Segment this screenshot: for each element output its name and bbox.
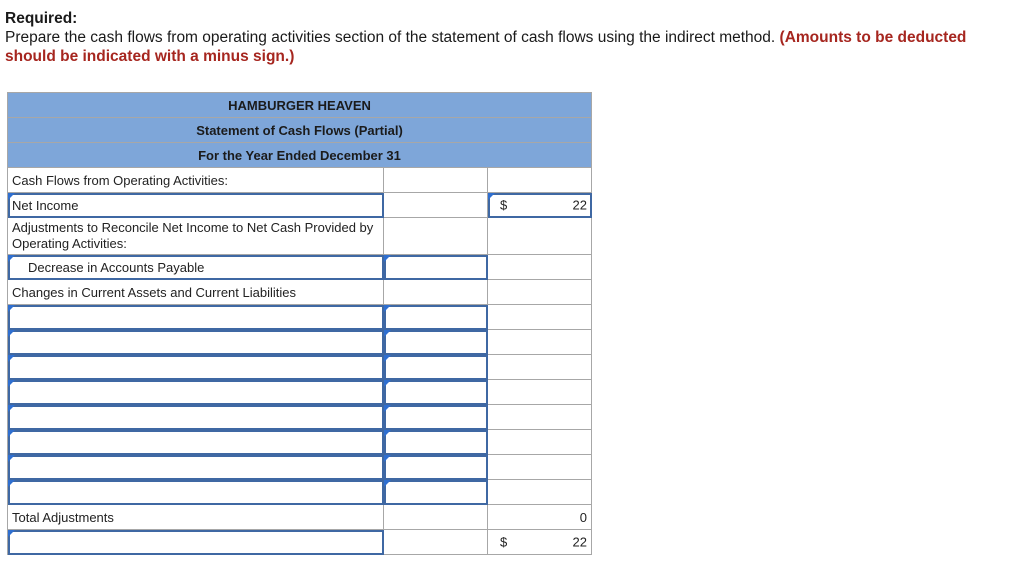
net-cash-label-input[interactable]	[8, 530, 384, 555]
dropdown-marker-icon	[8, 455, 15, 462]
dropdown-marker-icon	[8, 405, 15, 412]
dropdown-marker-icon	[384, 430, 391, 437]
dropdown-marker-icon	[8, 255, 15, 262]
decrease-ap-label-field[interactable]	[8, 255, 384, 280]
table-row	[8, 480, 592, 505]
table-row	[8, 505, 592, 530]
operating-activities-heading: Cash Flows from Operating Activities:	[8, 168, 384, 193]
adjustment-label-input[interactable]	[8, 330, 384, 355]
dropdown-marker-icon	[8, 305, 15, 312]
currency-symbol: $	[500, 197, 508, 213]
adjustment-amount-input[interactable]	[384, 330, 488, 355]
empty-cell	[488, 355, 592, 380]
dropdown-marker-icon	[8, 480, 15, 487]
empty-cell	[488, 480, 592, 505]
empty-cell	[488, 168, 592, 193]
empty-cell	[488, 255, 592, 280]
total-adjustments-label: Total Adjustments	[8, 505, 384, 530]
table-row	[8, 305, 592, 330]
table-row	[8, 530, 592, 555]
table-row	[8, 330, 592, 355]
empty-cell	[488, 380, 592, 405]
empty-cell	[488, 280, 592, 305]
net-income-amount-field[interactable]	[488, 193, 592, 218]
empty-cell	[488, 455, 592, 480]
dropdown-marker-icon	[488, 193, 495, 200]
empty-cell	[488, 405, 592, 430]
adjustment-label-input[interactable]	[8, 430, 384, 455]
dropdown-marker-icon	[384, 455, 391, 462]
table-row	[8, 355, 592, 380]
adjustment-label-input[interactable]	[8, 305, 384, 330]
adjustment-label-input[interactable]	[8, 355, 384, 380]
decrease-ap-label: Decrease in Accounts Payable	[28, 259, 205, 275]
table-row	[8, 168, 592, 193]
adjustment-amount-input[interactable]	[384, 380, 488, 405]
net-income-label: Net Income	[12, 197, 79, 213]
minus-sign-hint: (Amounts to be deducted should be indicated with a minus sign.)	[5, 29, 967, 65]
table-row	[8, 280, 592, 305]
requirements-block	[5, 9, 1005, 66]
statement-name: Statement of Cash Flows (Partial)	[8, 118, 592, 143]
statement-period: For the Year Ended December 31	[8, 143, 592, 168]
net-income-label-field[interactable]	[8, 193, 384, 218]
dropdown-marker-icon	[384, 480, 391, 487]
adjustment-amount-input[interactable]	[384, 455, 488, 480]
total-adjustments-value: 0	[488, 505, 592, 530]
adjustment-amount-input[interactable]	[384, 405, 488, 430]
required-title: Required:	[5, 10, 78, 27]
adjustment-label-input[interactable]	[8, 405, 384, 430]
table-row	[8, 218, 592, 255]
empty-cell	[488, 305, 592, 330]
adjustment-amount-input[interactable]	[384, 430, 488, 455]
table-row	[8, 455, 592, 480]
dropdown-marker-icon	[8, 330, 15, 337]
empty-cell	[384, 168, 488, 193]
company-name: HAMBURGER HEAVEN	[8, 93, 592, 118]
dropdown-marker-icon	[384, 305, 391, 312]
dropdown-marker-icon	[384, 405, 391, 412]
empty-cell	[384, 530, 488, 555]
adjustment-label-input[interactable]	[8, 455, 384, 480]
empty-cell	[488, 218, 592, 255]
net-cash-value: 22	[572, 534, 587, 550]
table-row	[8, 193, 592, 218]
net-income-value: 22	[572, 197, 587, 213]
required-instruction	[5, 28, 1005, 66]
dropdown-marker-icon	[8, 355, 15, 362]
dropdown-marker-icon	[384, 355, 391, 362]
dropdown-marker-icon	[8, 430, 15, 437]
adjustment-amount-input[interactable]	[384, 480, 488, 505]
decrease-ap-amount-input[interactable]	[384, 255, 488, 280]
empty-cell	[488, 330, 592, 355]
empty-cell	[384, 218, 488, 255]
table-row	[8, 380, 592, 405]
empty-cell	[384, 505, 488, 530]
adjustment-amount-input[interactable]	[384, 355, 488, 380]
dropdown-marker-icon	[384, 255, 391, 262]
adjustment-label-input[interactable]	[8, 380, 384, 405]
net-cash-amount	[488, 530, 592, 555]
dropdown-marker-icon	[384, 380, 391, 387]
table-row	[8, 405, 592, 430]
dropdown-marker-icon	[384, 330, 391, 337]
table-row	[8, 430, 592, 455]
cash-flow-worksheet	[7, 92, 592, 555]
table-row	[8, 255, 592, 280]
adjustment-label-input[interactable]	[8, 480, 384, 505]
changes-heading: Changes in Current Assets and Current Liabilities	[8, 280, 384, 305]
instruction-text: Prepare the cash flows from operating activities section of the statement of cash flows using the indirect method.	[5, 29, 776, 46]
adjustments-heading: Adjustments to Reconcile Net Income to Net Cash Provided by Operating Activities:	[8, 218, 384, 255]
dropdown-marker-icon	[8, 380, 15, 387]
empty-cell	[488, 430, 592, 455]
dropdown-marker-icon	[8, 530, 15, 537]
adjustment-amount-input[interactable]	[384, 305, 488, 330]
currency-symbol: $	[500, 534, 508, 550]
empty-cell	[384, 280, 488, 305]
empty-cell	[384, 193, 488, 218]
